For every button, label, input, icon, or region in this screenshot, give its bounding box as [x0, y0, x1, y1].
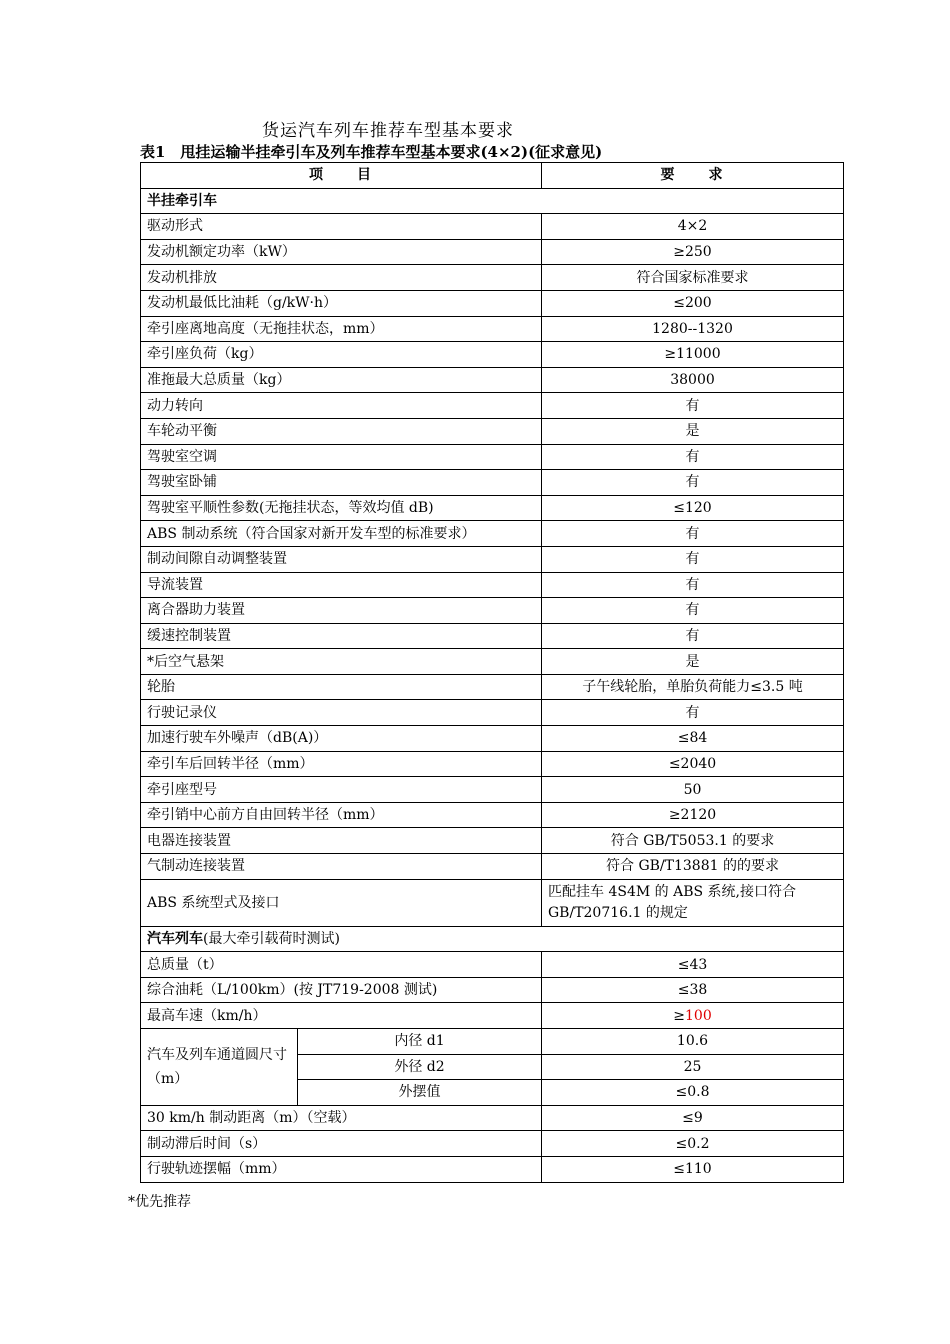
circle-sub-value: 25	[542, 1054, 844, 1080]
row-value: ≤110	[542, 1156, 844, 1182]
row-item: 牵引座负荷（kg）	[141, 342, 542, 368]
abs-interface-row	[141, 879, 844, 926]
row-value: 符合 GB/T13881 的的要求	[542, 854, 844, 880]
row-value: ≤38	[542, 977, 844, 1003]
table-row	[141, 1131, 844, 1157]
row-value: ≥250	[542, 239, 844, 265]
row-item: 驱动形式	[141, 214, 542, 240]
row-item: 制动滞后时间（s）	[141, 1131, 542, 1157]
circle-sub-label: 内径 d1	[298, 1029, 542, 1055]
table-row	[141, 316, 844, 342]
table-row	[141, 342, 844, 368]
row-item: 发动机额定功率（kW）	[141, 239, 542, 265]
row-value: 有	[542, 393, 844, 419]
footnote: *优先推荐	[128, 1194, 191, 1210]
header-item: 项 目	[141, 163, 542, 189]
max-speed-row	[141, 1003, 844, 1029]
table-row	[141, 393, 844, 419]
table-row	[141, 623, 844, 649]
row-value	[542, 1003, 844, 1029]
table-row	[141, 977, 844, 1003]
row-value: 子午线轮胎，单胎负荷能力≤3.5 吨	[542, 674, 844, 700]
row-item: *后空气悬架	[141, 649, 542, 675]
row-value: ≤43	[542, 952, 844, 978]
row-item: 行驶记录仪	[141, 700, 542, 726]
section-title-train	[141, 926, 844, 952]
circle-sub-value: 10.6	[542, 1029, 844, 1055]
row-value: 有	[542, 598, 844, 624]
row-item: 制动间隙自动调整装置	[141, 546, 542, 572]
row-item: 气制动连接装置	[141, 854, 542, 880]
table-row	[141, 546, 844, 572]
table-row	[141, 444, 844, 470]
circle-sub-value: ≤0.8	[542, 1080, 844, 1106]
row-item: 加速行驶车外噪声（dB(A)）	[141, 726, 542, 752]
section-title-tractor: 半挂牵引车	[141, 188, 844, 214]
row-item: 离合器助力装置	[141, 598, 542, 624]
row-item: 准拖最大总质量（kg）	[141, 367, 542, 393]
row-item: 30 km/h 制动距离（m）（空载）	[141, 1105, 542, 1131]
table-row	[141, 572, 844, 598]
row-value: 有	[542, 444, 844, 470]
table-row	[141, 470, 844, 496]
row-value: 符合国家标准要求	[542, 265, 844, 291]
table-row	[141, 290, 844, 316]
table-row	[141, 777, 844, 803]
section-title-train-note: (最大牵引载荷时测试)	[203, 930, 340, 947]
row-value: 有	[542, 521, 844, 547]
header-requirement: 要 求	[542, 163, 844, 189]
row-value: ≤9	[542, 1105, 844, 1131]
document-title: 货运汽车列车推荐车型基本要求	[262, 121, 514, 141]
row-item: 牵引销中心前方自由回转半径（mm）	[141, 802, 542, 828]
circle-row	[141, 1029, 844, 1055]
section-row-tractor	[141, 188, 844, 214]
table-row	[141, 418, 844, 444]
table-row	[141, 802, 844, 828]
table-row	[141, 751, 844, 777]
table-row	[141, 649, 844, 675]
row-value: 有	[542, 546, 844, 572]
table-row	[141, 674, 844, 700]
row-item: ABS 系统型式及接口	[141, 879, 542, 926]
row-item: 车轮动平衡	[141, 418, 542, 444]
circle-sub-label: 外摆值	[298, 1080, 542, 1106]
table-caption: 表1 甩挂运输半挂牵引车及列车推荐车型基本要求(4×2)(征求意见)	[140, 143, 603, 161]
table-row	[141, 854, 844, 880]
speed-prefix: ≥	[673, 1007, 685, 1024]
table-row	[141, 952, 844, 978]
row-value: 38000	[542, 367, 844, 393]
row-item: 行驶轨迹摆幅（mm）	[141, 1156, 542, 1182]
row-item: 发动机排放	[141, 265, 542, 291]
row-value: 有	[542, 623, 844, 649]
row-value: 4×2	[542, 214, 844, 240]
row-value: ≤120	[542, 495, 844, 521]
table-row	[141, 521, 844, 547]
row-item: 驾驶室卧铺	[141, 470, 542, 496]
row-item: 导流装置	[141, 572, 542, 598]
table-row	[141, 214, 844, 240]
row-item: 驾驶室空调	[141, 444, 542, 470]
row-value: ≥11000	[542, 342, 844, 368]
row-value: ≤2040	[542, 751, 844, 777]
table-row	[141, 367, 844, 393]
requirements-table	[140, 162, 844, 1183]
table-row	[141, 1105, 844, 1131]
row-item: 牵引座型号	[141, 777, 542, 803]
row-value: ≥2120	[542, 802, 844, 828]
row-item: 综合油耗（L/100km）(按 JT719-2008 测试)	[141, 977, 542, 1003]
row-item: 发动机最低比油耗（g/kW·h）	[141, 290, 542, 316]
row-value: 匹配挂车 4S4M 的 ABS 系统,接口符合 GB/T20716.1 的规定	[542, 879, 844, 926]
row-item: 最高车速（km/h）	[141, 1003, 542, 1029]
table-row	[141, 239, 844, 265]
section-row-train	[141, 926, 844, 952]
circle-label: 汽车及列车通道圆尺寸（m）	[141, 1029, 298, 1106]
row-value: 有	[542, 572, 844, 598]
row-value: 符合 GB/T5053.1 的要求	[542, 828, 844, 854]
row-item: 轮胎	[141, 674, 542, 700]
row-item: ABS 制动系统（符合国家对新开发车型的标准要求）	[141, 521, 542, 547]
row-value: ≤84	[542, 726, 844, 752]
table-row	[141, 598, 844, 624]
row-value: ≤0.2	[542, 1131, 844, 1157]
row-item: 牵引座离地高度（无拖挂状态，mm）	[141, 316, 542, 342]
table-header-row	[141, 163, 844, 189]
table-row	[141, 495, 844, 521]
circle-sub-label: 外径 d2	[298, 1054, 542, 1080]
table-row	[141, 1156, 844, 1182]
row-value: 是	[542, 418, 844, 444]
row-item: 动力转向	[141, 393, 542, 419]
table-row	[141, 828, 844, 854]
section-title-train-label: 汽车列车	[147, 930, 203, 947]
row-value: 50	[542, 777, 844, 803]
row-value: 有	[542, 470, 844, 496]
row-item: 牵引车后回转半径（mm）	[141, 751, 542, 777]
row-value: 是	[542, 649, 844, 675]
row-item: 驾驶室平顺性参数(无拖挂状态，等效均值 dB)	[141, 495, 542, 521]
table-row	[141, 726, 844, 752]
table-row	[141, 265, 844, 291]
row-value: 有	[542, 700, 844, 726]
row-value: 1280--1320	[542, 316, 844, 342]
row-item: 总质量（t）	[141, 952, 542, 978]
row-item: 缓速控制装置	[141, 623, 542, 649]
table-row	[141, 700, 844, 726]
row-item: 电器连接装置	[141, 828, 542, 854]
speed-value-highlight: 100	[685, 1007, 712, 1024]
row-value: ≤200	[542, 290, 844, 316]
